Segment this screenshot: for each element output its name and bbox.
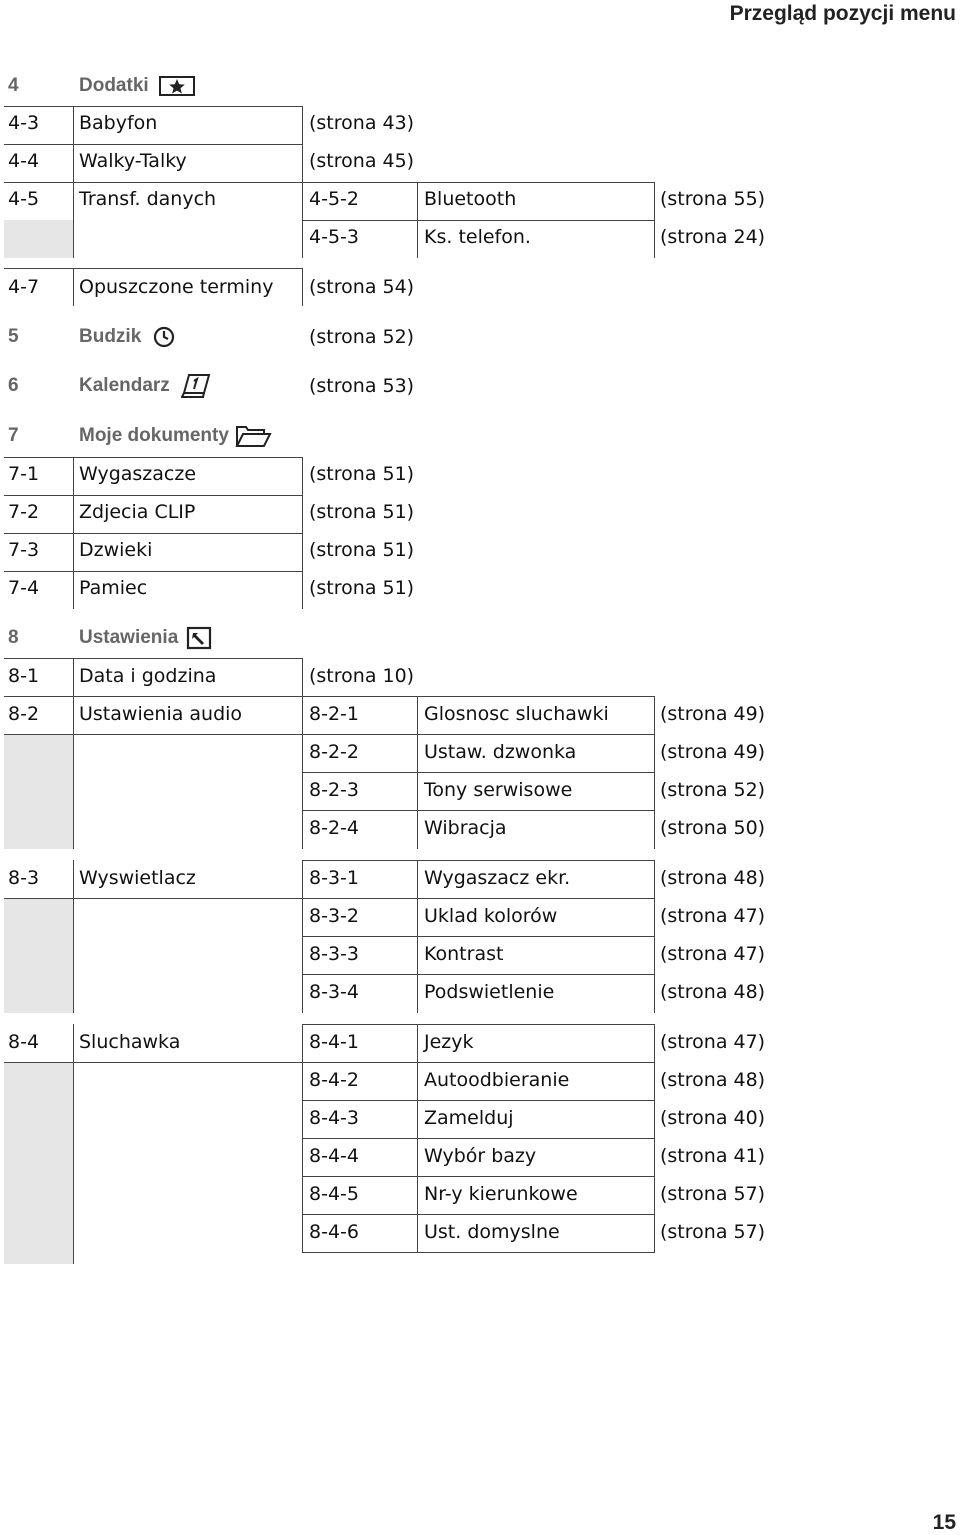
page-reference: (strona 50) [660, 817, 766, 839]
submenu-code: 4-5-3 [309, 226, 359, 248]
column-divider [302, 1024, 303, 1253]
row-divider [302, 1214, 655, 1215]
page-reference: (strona 54) [309, 276, 415, 298]
submenu-item-label: Podswietlenie [424, 981, 555, 1003]
row-divider [302, 1100, 655, 1101]
column-divider [654, 1024, 655, 1253]
column-divider [302, 457, 303, 609]
submenu-code: 8-4-6 [309, 1221, 359, 1243]
row-divider [4, 182, 655, 183]
submenu-item-label: Autoodbieranie [424, 1069, 570, 1091]
page-header-title: Przegląd pozycji menu [729, 2, 956, 25]
menu-code: 8-2 [8, 703, 40, 725]
row-divider [4, 495, 302, 496]
column-divider [73, 860, 74, 1013]
row-divider [4, 571, 302, 572]
row-divider [302, 1138, 655, 1139]
submenu-item-label: Wybór bazy [424, 1145, 537, 1167]
page-reference: (strona 40) [660, 1107, 766, 1129]
menu-code: 4-3 [8, 112, 40, 134]
row-divider [302, 1176, 655, 1177]
page-reference: (strona 48) [660, 867, 766, 889]
submenu-code: 8-2-4 [309, 817, 359, 839]
column-divider [302, 106, 303, 258]
gray-block [4, 898, 74, 1013]
menu-code: 8-3 [8, 867, 40, 889]
column-divider [654, 696, 655, 849]
column-divider [417, 1024, 418, 1253]
row-divider [302, 974, 655, 975]
calendar-icon [181, 373, 211, 399]
menu-code: 4-5 [8, 188, 40, 210]
page-reference: (strona 45) [309, 150, 415, 172]
section-title: Moje dokumenty [79, 425, 229, 446]
row-divider [4, 457, 302, 458]
menu-code: 7-2 [8, 501, 40, 523]
row-divider [4, 898, 655, 899]
submenu-code: 8-3-4 [309, 981, 359, 1003]
menu-item-label: Sluchawka [79, 1031, 181, 1053]
page-reference: (strona 53) [309, 375, 415, 397]
submenu-code: 8-2-2 [309, 741, 359, 763]
page-reference: (strona 41) [660, 1145, 766, 1167]
page-number: 15 [932, 1511, 956, 1534]
menu-item-label: Pamiec [79, 577, 148, 599]
page-reference: (strona 43) [309, 112, 415, 134]
menu-item-label: Ustawienia audio [79, 703, 243, 725]
row-divider [4, 533, 302, 534]
section-number: 6 [8, 375, 19, 396]
submenu-code: 8-2-3 [309, 779, 359, 801]
page-reference: (strona 51) [309, 539, 415, 561]
row-divider [302, 810, 655, 811]
column-divider [302, 658, 303, 849]
menu-item-label: Zdjecia CLIP [79, 501, 196, 523]
submenu-item-label: Jezyk [424, 1031, 474, 1053]
page-reference: (strona 49) [660, 741, 766, 763]
menu-item-label: Walky-Talky [79, 150, 187, 172]
section-title: Dodatki [79, 75, 149, 96]
menu-item-label: Babyfon [79, 112, 158, 134]
column-divider [73, 658, 74, 849]
row-divider [4, 268, 302, 269]
page-reference: (strona 10) [309, 665, 415, 687]
submenu-code: 8-3-2 [309, 905, 359, 927]
menu-code: 7-3 [8, 539, 40, 561]
folder-icon [234, 423, 272, 449]
page-reference: (strona 51) [309, 501, 415, 523]
menu-item-label: Data i godzina [79, 665, 217, 687]
column-divider [302, 860, 303, 1013]
section-number: 8 [8, 627, 19, 648]
page-reference: (strona 51) [309, 463, 415, 485]
submenu-item-label: Glosnosc sluchawki [424, 703, 609, 725]
column-divider [302, 268, 303, 306]
menu-item-label: Dzwieki [79, 539, 153, 561]
row-divider [302, 1252, 655, 1253]
section-number: 7 [8, 425, 19, 446]
menu-code: 8-4 [8, 1031, 40, 1053]
submenu-item-label: Nr-y kierunkowe [424, 1183, 578, 1205]
page-reference: (strona 51) [309, 577, 415, 599]
submenu-code: 8-4-3 [309, 1107, 359, 1129]
menu-code: 4-7 [8, 276, 40, 298]
page-reference: (strona 48) [660, 981, 766, 1003]
column-divider [654, 860, 655, 1013]
page-reference: (strona 47) [660, 943, 766, 965]
page-reference: (strona 48) [660, 1069, 766, 1091]
page-reference: (strona 47) [660, 1031, 766, 1053]
gray-block [4, 734, 74, 849]
settings-icon [186, 626, 212, 650]
menu-code: 8-1 [8, 665, 40, 687]
column-divider [73, 1024, 74, 1264]
section-title: Budzik [79, 326, 142, 347]
row-divider [4, 658, 302, 659]
menu-item-label: Wyswietlacz [79, 867, 196, 889]
row-divider [4, 734, 655, 735]
column-divider [417, 182, 418, 258]
row-divider [302, 936, 655, 937]
page-reference: (strona 52) [660, 779, 766, 801]
page-reference: (strona 24) [660, 226, 766, 248]
row-divider [302, 772, 655, 773]
column-divider [73, 457, 74, 609]
submenu-code: 8-4-1 [309, 1031, 359, 1053]
submenu-item-label: Uklad kolorów [424, 905, 558, 927]
submenu-item-label: Ustaw. dzwonka [424, 741, 577, 763]
row-divider [302, 1024, 655, 1025]
submenu-code: 8-3-1 [309, 867, 359, 889]
submenu-code: 8-4-2 [309, 1069, 359, 1091]
row-divider [302, 860, 655, 861]
menu-item-label: Opuszczone terminy [79, 276, 274, 298]
column-divider [654, 182, 655, 258]
submenu-code: 8-4-4 [309, 1145, 359, 1167]
submenu-code: 8-3-3 [309, 943, 359, 965]
submenu-item-label: Wibracja [424, 817, 507, 839]
clock-icon [152, 326, 176, 348]
column-divider [417, 696, 418, 849]
submenu-code: 8-4-5 [309, 1183, 359, 1205]
star-icon [159, 76, 195, 96]
gray-block [4, 220, 74, 258]
menu-item-label: Wygaszacze [79, 463, 197, 485]
submenu-item-label: Bluetooth [424, 188, 517, 210]
section-number: 4 [8, 75, 19, 96]
menu-code: 7-1 [8, 463, 40, 485]
section-title: Kalendarz [79, 375, 170, 396]
column-divider [73, 268, 74, 306]
page-reference: (strona 55) [660, 188, 766, 210]
page-reference: (strona 57) [660, 1183, 766, 1205]
page-reference: (strona 52) [309, 326, 415, 348]
submenu-item-label: Ks. telefon. [424, 226, 531, 248]
row-divider [4, 1062, 655, 1063]
row-divider [302, 220, 655, 221]
submenu-item-label: Ust. domyslne [424, 1221, 560, 1243]
menu-item-label: Transf. danych [79, 188, 217, 210]
column-divider [73, 106, 74, 258]
section-number: 5 [8, 326, 19, 347]
submenu-item-label: Zamelduj [424, 1107, 514, 1129]
row-divider [4, 696, 655, 697]
submenu-code: 4-5-2 [309, 188, 359, 210]
submenu-item-label: Tony serwisowe [424, 779, 573, 801]
page-reference: (strona 49) [660, 703, 766, 725]
menu-code: 7-4 [8, 577, 40, 599]
row-divider [4, 106, 302, 107]
section-title: Ustawienia [79, 627, 179, 648]
submenu-item-label: Wygaszacz ekr. [424, 867, 571, 889]
gray-block [4, 1062, 74, 1264]
page-reference: (strona 47) [660, 905, 766, 927]
column-divider [417, 860, 418, 1013]
submenu-item-label: Kontrast [424, 943, 504, 965]
submenu-code: 8-2-1 [309, 703, 359, 725]
row-divider [4, 144, 302, 145]
menu-code: 4-4 [8, 150, 40, 172]
page-reference: (strona 57) [660, 1221, 766, 1243]
